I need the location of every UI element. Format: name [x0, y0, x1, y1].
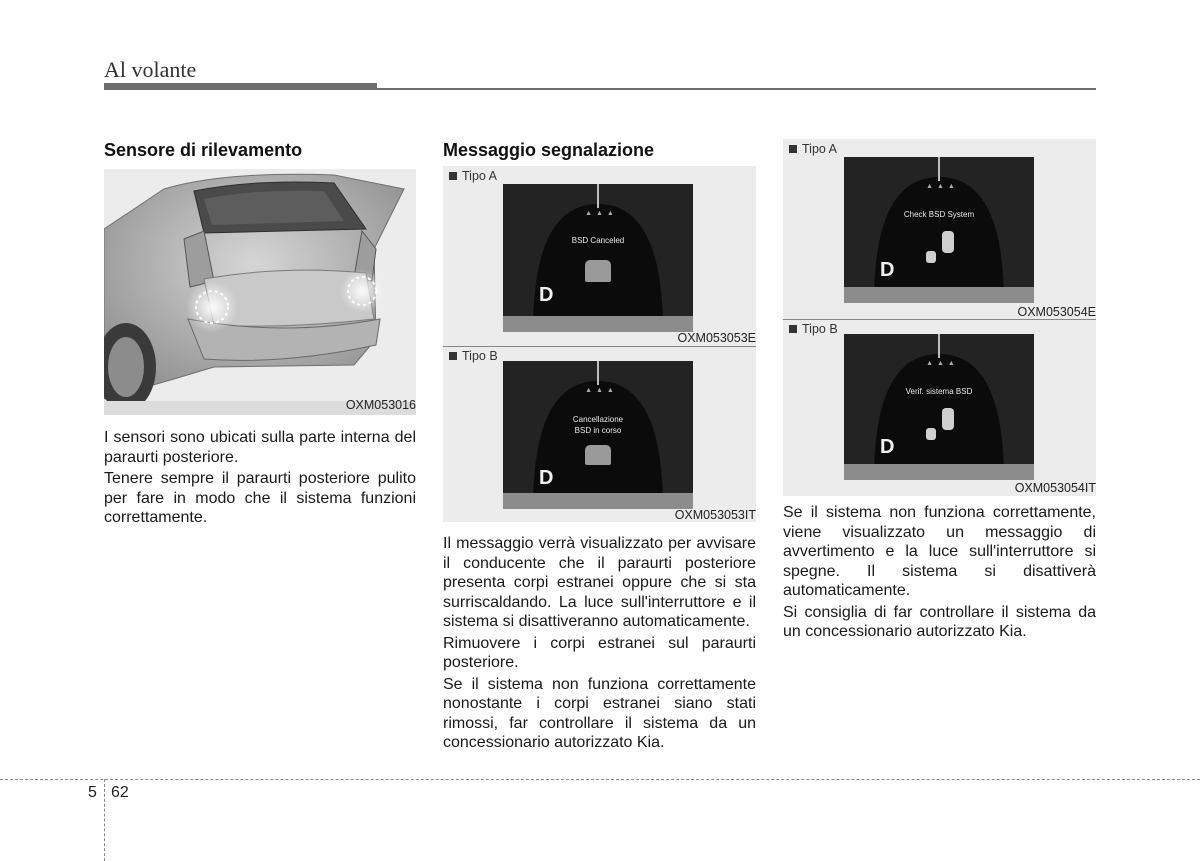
car-icon [942, 231, 954, 253]
cluster-message: Check BSD System [903, 210, 975, 219]
chapter-number: 5 [88, 784, 97, 801]
heading-messaggio: Messaggio segnalazione [443, 140, 655, 160]
header-rule-thin [377, 88, 1096, 90]
col2-body [443, 534, 756, 755]
type-label: Tipo A [789, 142, 837, 156]
paragraph: Se il sistema non funziona correttamente, viene visualizzato un messaggio di avvertimento e la luce sull'interruttore si spegne. Il sistema si disattiverà automaticamente. [783, 504, 1096, 599]
figure-code: OXM053054E [1017, 305, 1096, 319]
paragraph: Rimuovere i corpi estranei sul paraurti posteriore. [443, 634, 756, 671]
type-label: Tipo B [789, 322, 838, 336]
car-icon [942, 408, 954, 430]
instrument-cluster-display [844, 157, 1034, 303]
figure-code: OXM053016 [345, 398, 416, 412]
col1-body [104, 428, 416, 530]
car-rear-illustration [104, 169, 416, 415]
paragraph: Si consiglia di far controllare il sistema da un concessionario autorizzato Kia. [783, 603, 1096, 640]
page-number: 62 [111, 784, 129, 801]
square-bullet-icon [789, 325, 797, 333]
warning-icons-row: ▲ ▲ ▲ [585, 210, 615, 217]
paragraph: Se il sistema non funziona correttamente nonostante i corpi estranei siano stati rimossi, far controllare il sistema da un concessionario autorizzato Kia. [443, 675, 756, 751]
blind-spot-car-icon [926, 428, 936, 440]
figure-code: OXM053053IT [674, 508, 756, 522]
figure-code: OXM053054IT [1014, 481, 1096, 495]
square-bullet-icon [449, 172, 457, 180]
figure-code: OXM053053E [677, 331, 756, 345]
car-icon [585, 445, 611, 465]
warning-icons-row: ▲ ▲ ▲ [926, 360, 956, 367]
square-bullet-icon [449, 352, 457, 360]
figure-cluster-2a [443, 166, 756, 346]
footer-dashed-rule [0, 779, 1200, 780]
cluster-arc [844, 157, 1034, 303]
warning-icons-row: ▲ ▲ ▲ [926, 183, 956, 190]
figure-car-rear [104, 169, 416, 415]
cluster-message-line2: BSD in corso [574, 426, 622, 435]
gear-indicator: D [539, 467, 554, 489]
gear-indicator: D [880, 259, 895, 281]
cluster-message: Verif. sistema BSD [905, 387, 973, 396]
square-bullet-icon [789, 145, 797, 153]
car-icon [585, 260, 611, 282]
paragraph: Il messaggio verrà visualizzato per avvisare il conducente che il paraurti posteriore presenta corpi estranei oppure che si sta surriscaldando. La luce sull'interruttore e il sistema si disattiveranno automaticamente. [443, 535, 756, 630]
paragraph: I sensori sono ubicati sulla parte interna del paraurti posteriore. [104, 429, 416, 466]
gear-indicator: D [539, 284, 554, 306]
cluster-arc [503, 184, 693, 332]
header-rule-thick [104, 83, 377, 90]
blind-spot-car-icon [926, 251, 936, 263]
warning-icons-row: ▲ ▲ ▲ [585, 387, 615, 394]
type-label: Tipo B [449, 349, 498, 363]
figure-cluster-2b [443, 347, 756, 522]
instrument-cluster-display [503, 361, 693, 509]
cluster-message: BSD Canceled [571, 236, 625, 245]
cluster-message-line1: Cancellazione [572, 415, 624, 424]
paragraph: Tenere sempre il paraurti posteriore pulito per fare in modo che il sistema funzioni correttamente. [104, 470, 416, 526]
type-label: Tipo A [449, 169, 497, 183]
heading-sensore: Sensore di rilevamento [104, 140, 303, 160]
instrument-cluster-display [503, 184, 693, 332]
figure-cluster-3a [783, 139, 1096, 319]
gear-indicator: D [880, 436, 895, 458]
footer-dashed-divider [104, 779, 105, 861]
page-header-title: Al volante [104, 57, 197, 82]
instrument-cluster-display [844, 334, 1034, 480]
figure-cluster-3b [783, 320, 1096, 496]
col3-body [783, 503, 1096, 644]
cluster-arc [844, 334, 1034, 480]
